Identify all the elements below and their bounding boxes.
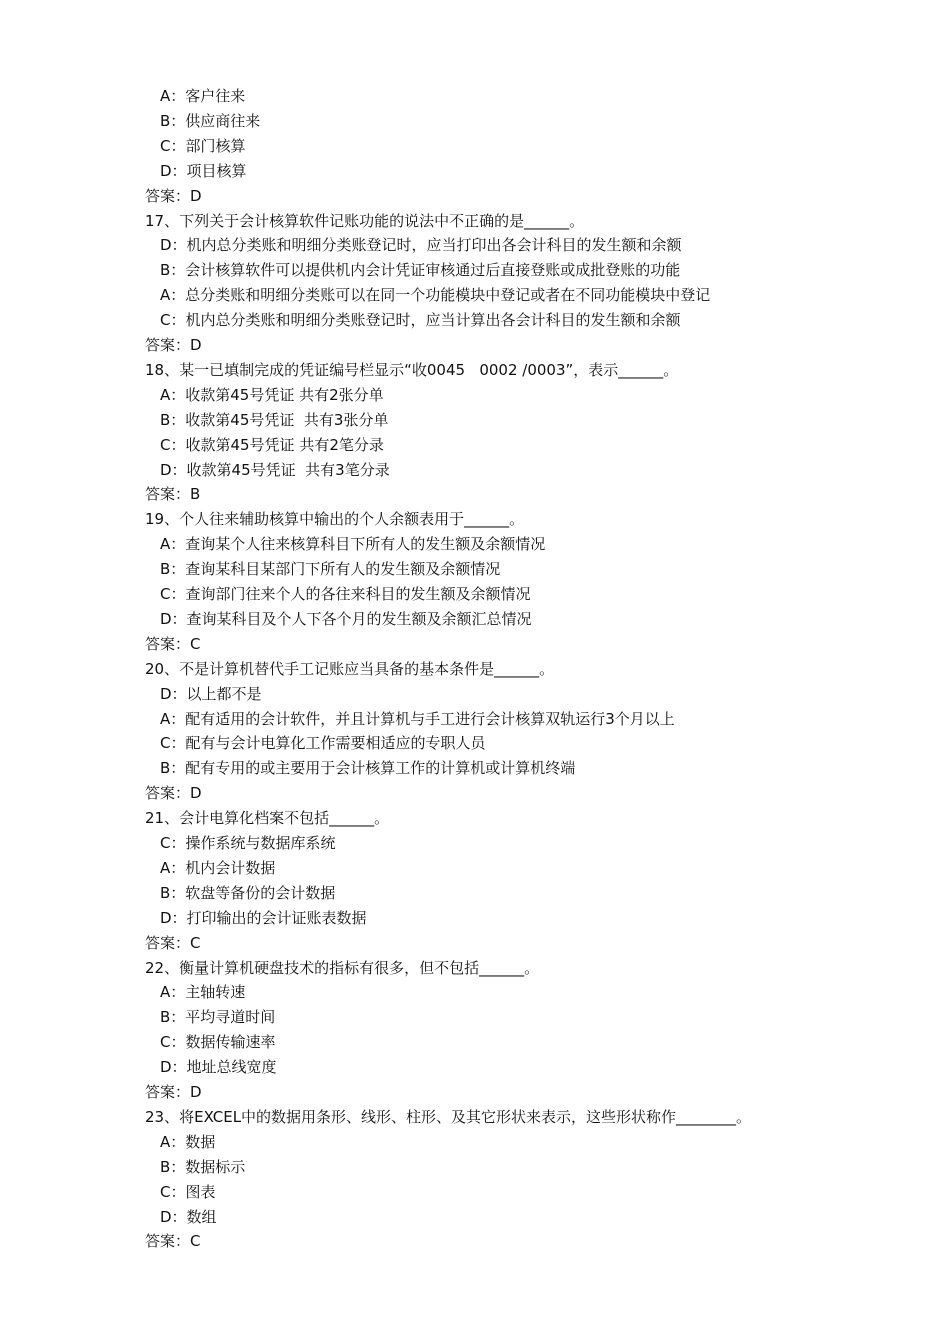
question-text: 20、不是计算机替代手工记账应当具备的基本条件是______。 (145, 659, 555, 678)
answer-option: A：查询某个人往来核算科目下所有人的发生额及余额情况 (160, 535, 546, 554)
answer-option: A：总分类账和明细分类账可以在同一个功能模块中登记或者在不同功能模块中登记 (160, 286, 711, 305)
question-text: 22、衡量计算机硬盘技术的指标有很多，但不包括______。 (145, 958, 540, 977)
answer-option: A：配有适用的会计软件，并且计算机与手工进行会计核算双轨运行3个月以上 (160, 709, 675, 728)
answer-option: C：查询部门往来个人的各往来科目的发生额及余额情况 (160, 585, 531, 603)
question-text: 17、下列关于会计核算软件记账功能的说法中不正确的是______。 (145, 211, 585, 230)
answer-key: 答案：D (145, 784, 202, 803)
answer-option: C：操作系统与数据库系统 (160, 834, 336, 852)
answer-key: 答案：B (145, 485, 201, 504)
question-text: 18、某一已填制完成的凭证编号栏显示“收0045 0002 /0003”，表示______。 (145, 360, 679, 379)
answer-option: C：数据传输速率 (160, 1033, 276, 1052)
answer-option: B：查询某科目某部门下所有人的发生额及余额情况 (160, 560, 501, 579)
answer-key: 答案：C (145, 634, 201, 653)
answer-option: B：软盘等备份的会计数据 (160, 883, 336, 902)
answer-option: D：数组 (160, 1207, 217, 1226)
answer-option: B：配有专用的或主要用于会计核算工作的计算机或计算机终端 (160, 759, 576, 778)
answer-key: 答案：D (145, 186, 202, 205)
answer-option: B：平均寻道时间 (160, 1008, 276, 1027)
answer-option: B：供应商往来 (160, 111, 261, 130)
answer-option: A：机内会计数据 (160, 858, 276, 877)
answer-key: 答案：C (145, 1232, 201, 1251)
question-text: 21、会计电算化档案不包括______。 (145, 809, 390, 828)
answer-option: C：图表 (160, 1182, 216, 1201)
answer-option: A：数据 (160, 1132, 216, 1151)
answer-option: C：机内总分类账和明细分类账登记时，应当计算出各会计科目的发生额和余额 (160, 311, 681, 330)
answer-option: A：主轴转速 (160, 983, 246, 1002)
answer-option: C：配有与会计电算化工作需要相适应的专职人员 (160, 734, 486, 753)
answer-option: D：项目核算 (160, 161, 247, 180)
answer-option: D：以上都不是 (160, 684, 262, 703)
question-text: 23、将EXCEL中的数据用条形、线形、柱形、及其它形状来表示，这些形状称作________。 (145, 1107, 752, 1126)
answer-option: C：部门核算 (160, 136, 246, 155)
answer-option: D：查询某科目及个人下各个月的发生额及余额汇总情况 (160, 609, 532, 628)
answer-option: D：收款第45号凭证 共有3笔分录 (160, 460, 390, 479)
answer-option: D：打印输出的会计证账表数据 (160, 908, 367, 927)
answer-option: D：地址总线宽度 (160, 1058, 277, 1077)
answer-option: B：收款第45号凭证 共有3张分单 (160, 410, 389, 429)
answer-option: C：收款第45号凭证 共有2笔分录 (160, 435, 384, 454)
answer-key: 答案：C (145, 933, 201, 952)
answer-option: B：数据标示 (160, 1157, 246, 1176)
answer-key: 答案：D (145, 1083, 202, 1101)
answer-key: 答案：D (145, 336, 202, 354)
answer-option: D：机内总分类账和明细分类账登记时，应当打印出各会计科目的发生额和余额 (160, 236, 682, 255)
question-text: 19、个人往来辅助核算中输出的个人余额表用于______。 (145, 510, 525, 529)
answer-option: B：会计核算软件可以提供机内会计凭证审核通过后直接登账或成批登账的功能 (160, 261, 681, 280)
answer-option: A：客户往来 (160, 87, 246, 105)
answer-option: A：收款第45号凭证 共有2张分单 (160, 385, 384, 404)
